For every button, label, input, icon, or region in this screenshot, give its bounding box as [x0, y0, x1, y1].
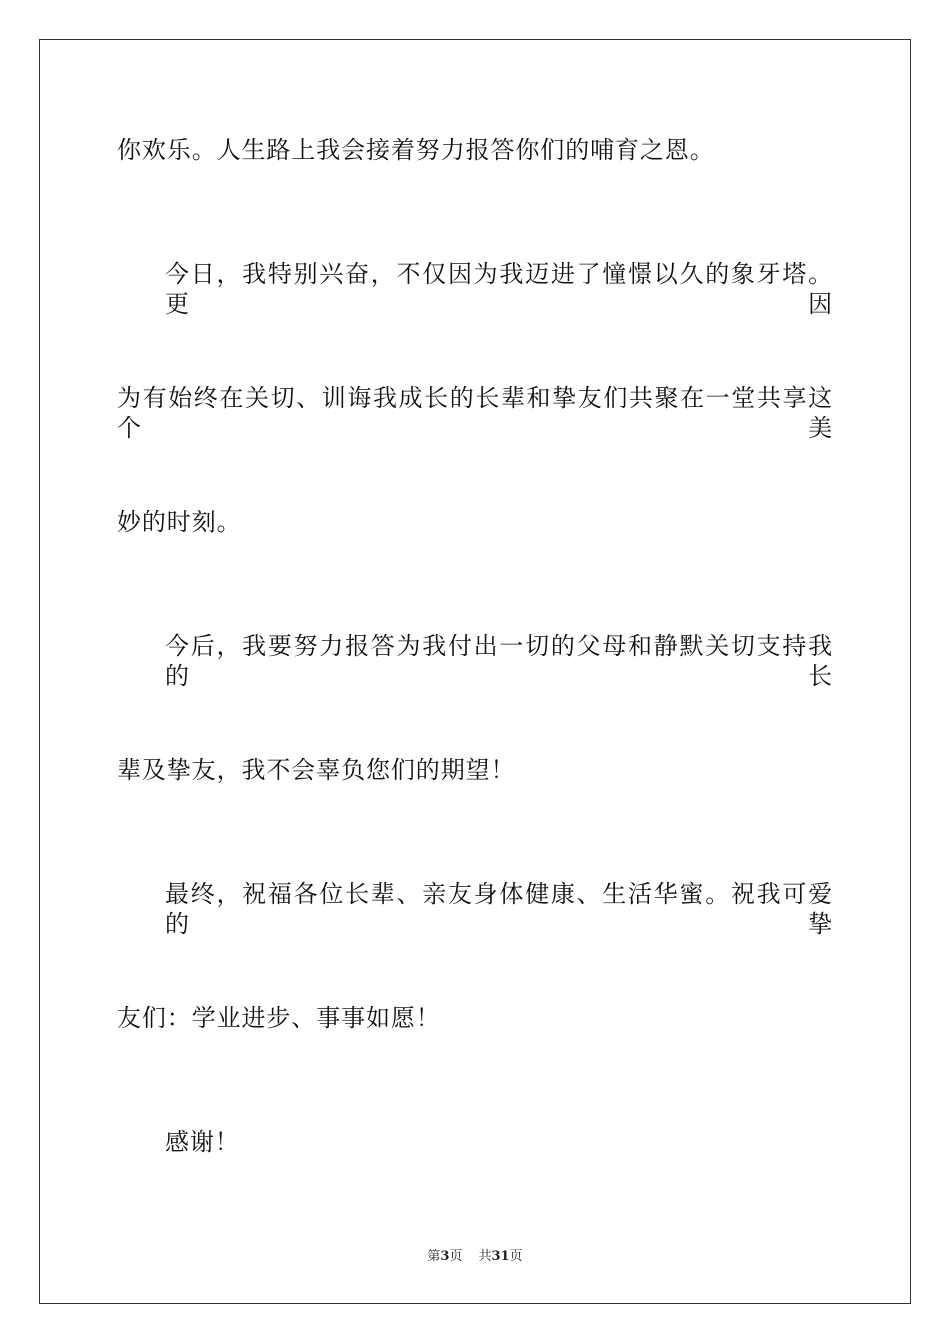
footer-page-number: 3 [440, 1249, 450, 1264]
paragraph-line: 辈及挚友，我不会辜负您们的期望！ [117, 756, 516, 784]
paragraph-line: 为有始终在关切、训诲我成长的长辈和挚友们共聚在一堂共享这个美 [117, 384, 833, 442]
footer-page-prefix: 第 [427, 1249, 441, 1264]
footer-page-suffix: 页 [449, 1249, 463, 1264]
footer-total-prefix: 共 [478, 1249, 492, 1264]
page-footer [0, 1248, 950, 1266]
paragraph-line: 妙的时刻。 [117, 508, 242, 536]
footer-total-suffix: 页 [509, 1249, 523, 1264]
paragraph-line: 感谢！ [165, 1128, 240, 1156]
paragraph-line: 今日，我特别兴奋，不仅因为我迈进了憧憬以久的象牙塔。更因 [165, 260, 833, 318]
paragraph-line: 最终，祝福各位长辈、亲友身体健康、生活华蜜。祝我可爱的挚 [165, 880, 833, 938]
paragraph-line: 今后，我要努力报答为我付出一切的父母和静默关切支持我的长 [165, 632, 833, 690]
paragraph-line: 你欢乐。人生路上我会接着努力报答你们的哺育之恩。 [117, 136, 715, 164]
footer-total-pages: 31 [491, 1249, 510, 1264]
paragraph-line: 友们：学业进步、事事如愿！ [117, 1004, 441, 1032]
